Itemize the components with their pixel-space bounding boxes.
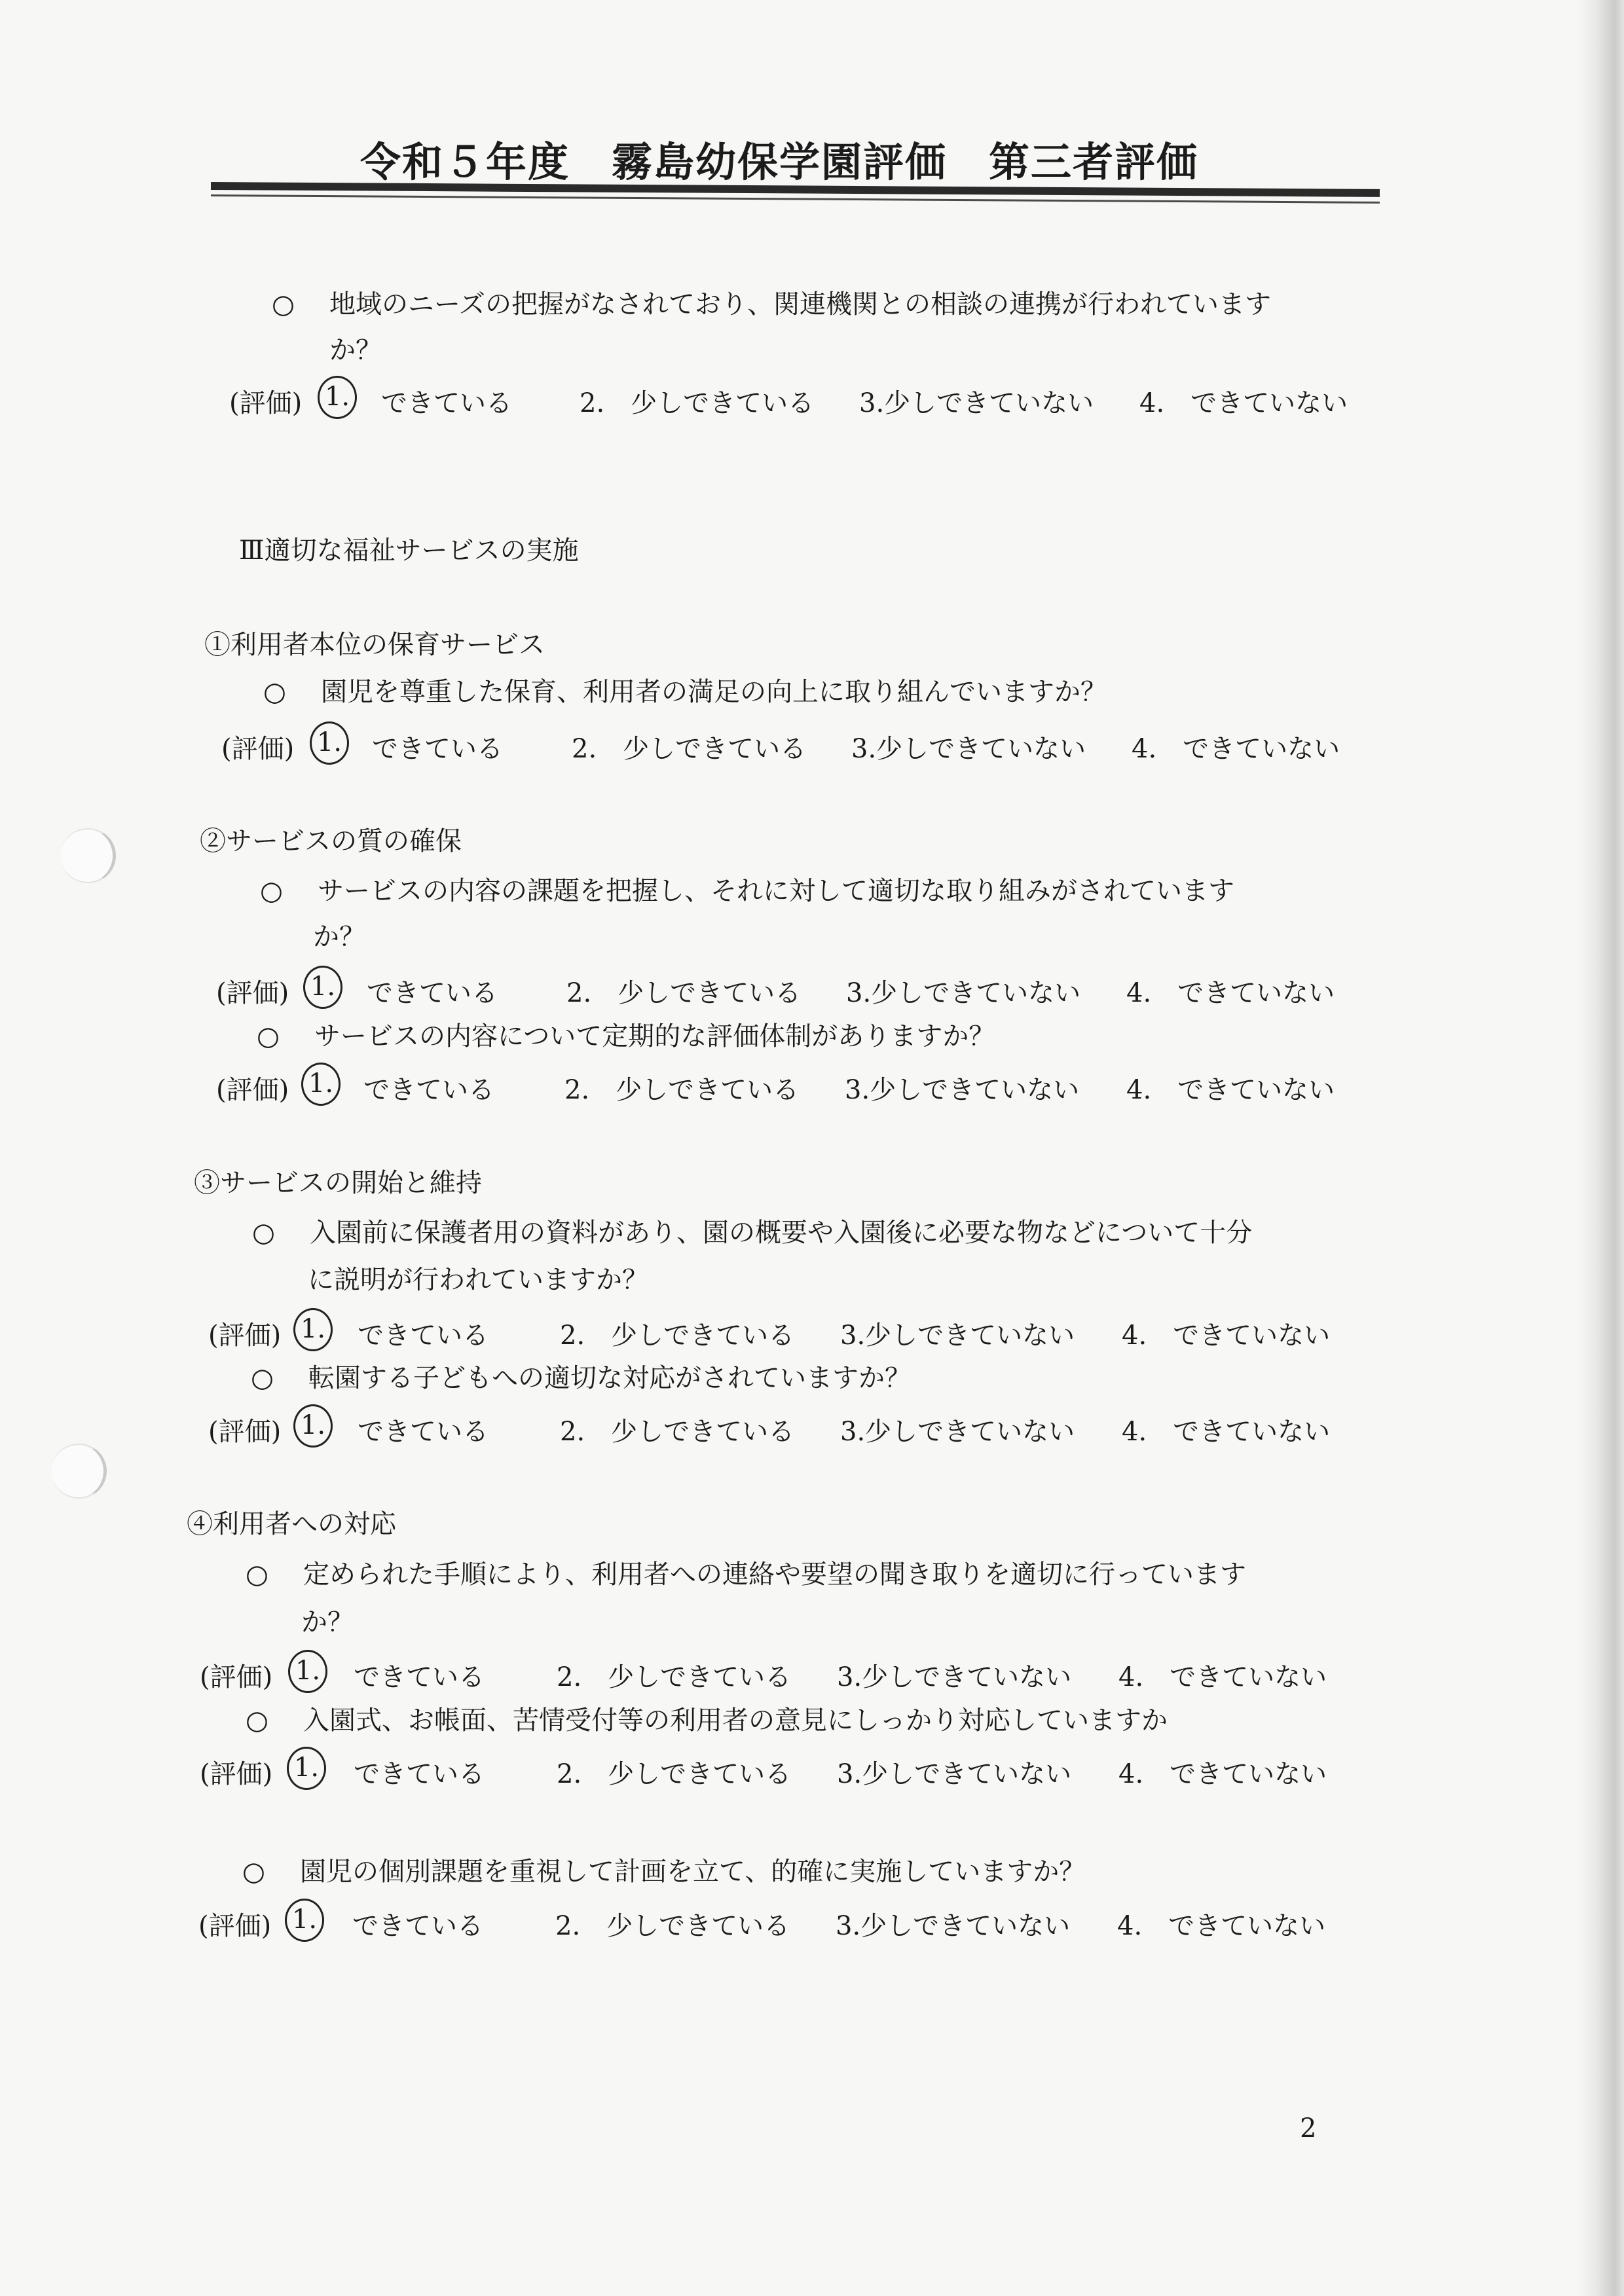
bullet-icon: ○ [242, 1857, 265, 1887]
rating-label: (評価) [221, 734, 295, 764]
rating-option-1-selected: 1. [303, 966, 342, 1009]
rating-row [221, 728, 1367, 767]
rating-option-4: 4. できていない [1126, 1075, 1335, 1105]
rating-option-4: 4. できていない [1118, 1662, 1327, 1692]
rating-option-1-text: できている [367, 978, 498, 1008]
rating-option-2: 2. 少しできている [557, 1759, 792, 1789]
bullet-icon: ○ [263, 677, 286, 707]
question-3-1 [252, 1218, 1252, 1248]
rating-row [216, 972, 1362, 1011]
question-text: 地域のニーズの把握がなされており、関連機関との相談の連携が行われています [329, 289, 1271, 319]
rating-option-1-text: できている [358, 1417, 489, 1447]
rating-option-4: 4. できていない [1122, 1321, 1331, 1351]
section-heading: Ⅲ適切な福祉サービスの実施 [239, 536, 579, 566]
rating-option-1-selected: 1. [288, 1650, 327, 1693]
rating-option-2: 2. 少しできている [580, 388, 815, 418]
rating-option-1-text: できている [352, 1911, 483, 1941]
bullet-icon: ○ [272, 289, 295, 319]
question-text-cont: か？ [301, 1607, 354, 1637]
rating-option-3: 3.少しできていない [851, 734, 1086, 764]
rating-label: (評価) [200, 1759, 273, 1789]
rating-option-1-text: できている [354, 1662, 485, 1692]
question-text: 入園前に保護者用の資料があり、園の概要や入園後に必要な物などについて十分 [310, 1218, 1253, 1248]
rating-label: (評価) [208, 1417, 282, 1447]
rating-row [216, 1069, 1362, 1108]
bullet-icon: ○ [251, 1363, 274, 1393]
rating-label: (評価) [216, 978, 289, 1008]
question-text-cont: に説明が行われていますか？ [308, 1265, 648, 1295]
subsection-heading-4: ④利用者への対応 [187, 1509, 396, 1539]
rating-option-2: 2. 少しできている [560, 1321, 795, 1351]
rating-label: (評価) [208, 1321, 282, 1351]
rating-row [229, 382, 1375, 422]
rating-option-4: 4. できていない [1122, 1417, 1331, 1447]
bullet-icon: ○ [260, 876, 283, 906]
question-text: 園児の個別課題を重視して計画を立て、的確に実施していますか？ [300, 1857, 1086, 1887]
question-4-2 [246, 1705, 1168, 1736]
rating-option-4: 4. できていない [1126, 978, 1335, 1008]
rating-label: (評価) [200, 1662, 273, 1692]
question-4-1 [246, 1559, 1246, 1590]
rating-option-3: 3.少しできていない [836, 1911, 1071, 1941]
rating-label: (評価) [216, 1075, 289, 1105]
rating-option-1-text: できている [372, 734, 503, 764]
rating-option-3: 3.少しできていない [837, 1759, 1072, 1789]
rating-option-3: 3.少しできていない [840, 1321, 1075, 1351]
question-text-cont: か？ [329, 335, 382, 365]
rating-option-4: 4. できていない [1118, 1759, 1327, 1789]
bullet-icon: ○ [246, 1705, 268, 1736]
page-number: 2 [1300, 2113, 1317, 2143]
question-text: サービスの内容について定期的な評価体制がありますか？ [314, 1021, 995, 1051]
rating-option-1-text: できている [381, 388, 512, 418]
rating-option-1-selected: 1. [287, 1747, 326, 1790]
rating-row [200, 1753, 1359, 1793]
rating-row [208, 1315, 1361, 1354]
bullet-icon: ○ [257, 1021, 280, 1051]
rating-option-1-text: できている [363, 1075, 494, 1105]
rating-row [208, 1411, 1361, 1450]
question-regional-needs [272, 289, 1271, 319]
question-text-cont: か？ [313, 922, 365, 952]
rating-option-4: 4. できていない [1132, 734, 1340, 764]
question-2-1 [260, 876, 1234, 906]
rating-option-1-text: できている [358, 1321, 489, 1351]
rating-option-2: 2. 少しできている [557, 1662, 792, 1692]
question-text: 転園する子どもへの適切な対応がされていますか？ [308, 1363, 911, 1393]
question-4-3 [242, 1857, 1085, 1887]
rating-option-3: 3.少しできていない [845, 1075, 1080, 1105]
rating-label: (評価) [229, 388, 303, 418]
rating-option-3: 3.少しできていない [846, 978, 1081, 1008]
rating-option-2: 2. 少しできている [560, 1417, 795, 1447]
rating-option-2: 2. 少しできている [564, 1075, 800, 1105]
bullet-icon: ○ [246, 1559, 268, 1590]
rating-option-1-selected: 1. [293, 1404, 333, 1448]
subsection-heading-2: ②サービスの質の確保 [200, 826, 462, 856]
question-1-1 [263, 677, 1107, 707]
question-text: 入園式、お帳面、苦情受付等の利用者の意見にしっかり対応していますか [303, 1705, 1168, 1736]
rating-option-1-selected: 1. [293, 1308, 333, 1351]
question-text: サービスの内容の課題を把握し、それに対して適切な取り組みがされています [318, 876, 1234, 906]
rating-option-1-selected: 1. [285, 1899, 324, 1942]
subsection-heading-1: ①利用者本位の保育サービス [204, 630, 545, 660]
question-text: 定められた手順により、利用者への連絡や要望の聞き取りを適切に行っています [303, 1559, 1246, 1590]
question-3-2 [251, 1363, 911, 1393]
rating-option-1-selected: 1. [301, 1063, 341, 1106]
punch-hole [60, 828, 116, 883]
rating-option-3: 3.少しできていない [837, 1662, 1072, 1692]
page-edge-shadow [1578, 0, 1624, 2296]
page-title: 令和５年度 霧島幼保学園評価 第三者評価 [360, 138, 1199, 186]
rating-option-1-text: できている [354, 1759, 485, 1789]
rating-option-4: 4. できていない [1139, 388, 1348, 418]
rating-option-1-selected: 1. [310, 721, 349, 765]
rating-row [198, 1905, 1361, 1944]
rating-option-3: 3.少しできていない [840, 1417, 1075, 1447]
subsection-heading-3: ③サービスの開始と維持 [194, 1168, 482, 1198]
bullet-icon: ○ [252, 1218, 275, 1248]
rating-label: (評価) [198, 1911, 272, 1941]
rating-option-3: 3.少しできていない [859, 388, 1094, 418]
punch-hole [51, 1444, 107, 1499]
rating-option-1-selected: 1. [318, 376, 357, 419]
rating-option-4: 4. できていない [1117, 1911, 1326, 1941]
rating-option-2: 2. 少しできている [566, 978, 802, 1008]
rating-option-2: 2. 少しできている [555, 1911, 790, 1941]
question-text: 園児を尊重した保育、利用者の満足の向上に取り組んでいますか？ [321, 677, 1107, 707]
rating-row [200, 1656, 1359, 1696]
question-2-2 [257, 1021, 995, 1051]
rating-option-2: 2. 少しできている [572, 734, 807, 764]
